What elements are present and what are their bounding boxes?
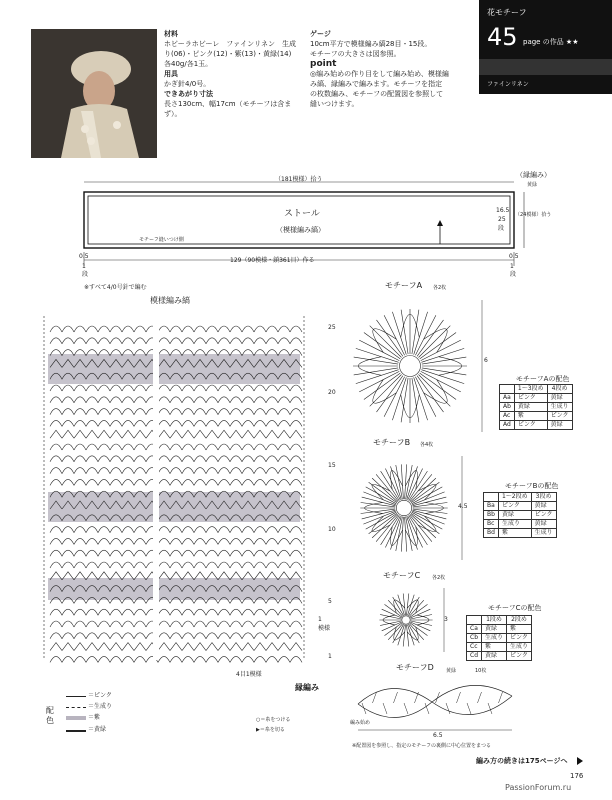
side-rows: （24模様）拾う — [515, 212, 552, 218]
motif-d-color: 黄緑 — [446, 668, 457, 674]
point-line4: 縫いつけます。 — [310, 100, 359, 108]
motif-d-diagram — [352, 676, 520, 736]
legend-title2: 色 — [46, 716, 54, 725]
gauge-line1: 10cm平方で模様編み縞28目・15段。 — [310, 40, 432, 48]
page-header-box — [479, 0, 612, 94]
repeat-unit: 模様 — [318, 625, 331, 632]
motif-a-diagram — [338, 292, 488, 442]
legend-green: ＝黄緑 — [88, 726, 107, 733]
category-label: 花モチーフ — [487, 8, 527, 17]
legend-natural: ＝生成り — [88, 703, 113, 710]
motif-c-title: モチーフC — [383, 571, 421, 580]
page-ref-label: page の作品 ★★ — [523, 38, 579, 46]
row-left: 1 — [82, 263, 86, 270]
row-20: 20 — [328, 389, 336, 396]
pattern-title: 模様編み縞 — [150, 296, 190, 305]
materials-line3: 各40g/各1玉。 — [164, 60, 213, 68]
motif-d-note: ※配置図を参照し、指定のモチーフの裏側に中心位置をまつる — [352, 743, 491, 749]
motif-c-size: 3 — [444, 616, 448, 623]
stole-subtitle: （模様編み縞） — [276, 226, 325, 234]
row-1: 1 — [328, 653, 332, 660]
edge-title: 縁編み — [295, 683, 319, 692]
size-heading: できあがり寸法 — [164, 90, 213, 98]
gauge-block — [310, 29, 449, 109]
materials-heading: 材料 — [164, 30, 178, 38]
legend-title1: 配 — [46, 706, 54, 715]
motif-b-count: 各4枚 — [420, 442, 434, 448]
height-rows: 25 — [498, 216, 506, 223]
tools-heading: 用具 — [164, 70, 178, 78]
header-bar — [479, 59, 612, 75]
needle-note: ※すべて4/0号針で編む — [84, 284, 147, 291]
motif-a-table: 1〜3段め 4段め Aa ピンク 黄緑 Ab 黄緑 生成り Ac 紫 ピンク Ad ピンク 黄緑 — [499, 384, 573, 430]
motif-d-title: モチーフD — [396, 663, 434, 672]
pattern-chart — [36, 310, 336, 670]
stole-title: ストール — [284, 209, 320, 219]
motif-a-count: 各2枚 — [433, 285, 447, 291]
motif-c-table: 1段め 2段め Ca 黄緑 紫 Cb 生成り ピンク Cc 紫 生成り Cd 黄緑 ピンク — [466, 615, 532, 661]
legend-pink-line — [66, 696, 86, 697]
motif-c-diagram — [368, 584, 448, 656]
motif-c-count: 各2枚 — [432, 575, 446, 581]
symbol-cut: ▶＝糸を切る — [256, 727, 285, 733]
gauge-heading: ゲージ — [310, 30, 331, 38]
legend-pink: ＝ピンク — [88, 692, 112, 699]
height-cm: 16.5 — [496, 207, 510, 214]
stitch-repeat: 4目1模様 — [236, 671, 262, 678]
legend-purple: ＝紫 — [88, 714, 101, 721]
motif-c-table-title: モチーフCの配色 — [488, 604, 542, 612]
motif-a-table-title: モチーフAの配色 — [516, 375, 570, 383]
row-10: 10 — [328, 526, 336, 533]
motif-b-title: モチーフB — [373, 438, 411, 447]
corner-left: 0.5 — [79, 253, 89, 260]
materials-line1: ホビーラホビーレ ファインリネン 生成 — [164, 40, 297, 48]
repeat-rows: 1 — [318, 616, 322, 623]
motif-b-size: 4.5 — [458, 503, 468, 510]
motif-b-table: 1〜2段め 3段め Ba ピンク 黄緑 Bb 黄緑 ピンク Bc 生成り 黄緑 Bd 紫 生成り — [483, 492, 557, 538]
row-right: 1 — [510, 263, 514, 270]
motif-b-diagram — [348, 452, 468, 564]
motif-a-title: モチーフA — [385, 281, 423, 290]
page-number: 176 — [570, 772, 584, 780]
gauge-line2: モチーフの大きさは図参照。 — [310, 50, 401, 58]
motif-d-size: 6.5 — [433, 732, 443, 739]
point-line2: み縞、縁編みで編みます。モチーフを指定 — [310, 80, 443, 88]
row-25: 25 — [328, 324, 336, 331]
top-dimension: （181模様）拾う — [275, 176, 323, 183]
symbol-join: ○＝糸をつける — [256, 717, 291, 723]
materials-line2: り(06)・ピンク(12)・紫(13)・黄緑(14) — [164, 50, 292, 58]
tools-text: かぎ針4/0号。 — [164, 80, 211, 88]
point-heading: point — [310, 59, 337, 69]
attach-label: モチーフ縫いつけ側 — [139, 237, 184, 243]
continued-label: 編み方の続きは175ページへ — [476, 757, 568, 765]
row-5: 5 — [328, 598, 332, 605]
motif-b-table-title: モチーフBの配色 — [505, 482, 559, 490]
model-photo — [31, 29, 157, 158]
site-watermark: PassionForum.ru — [505, 783, 572, 792]
row-left-unit: 段 — [82, 271, 89, 278]
corner-right: 0.5 — [509, 253, 519, 260]
row-15: 15 — [328, 462, 336, 469]
legend-natural-line — [66, 707, 86, 708]
model-photo-drawing — [31, 29, 157, 158]
yarn-brand: ファインリネン — [487, 81, 529, 88]
motif-d-count: 10枚 — [475, 668, 487, 674]
row-right-unit: 段 — [510, 271, 517, 278]
materials-block — [164, 29, 296, 119]
motif-d-start: 編み始め — [350, 720, 371, 726]
page-ref-number: 45 — [487, 23, 518, 51]
legend-purple-swatch — [66, 716, 86, 720]
size-line1: 長さ130cm、幅17cm（モチーフは含ま — [164, 100, 292, 108]
continue-arrow-icon — [577, 757, 583, 765]
edge-label: （縁編み） — [516, 171, 551, 179]
point-line3: の枚数編み、モチーフの配置図を参照して — [310, 90, 444, 98]
motif-a-size: 6 — [484, 357, 488, 364]
edge-color: 黄緑 — [527, 182, 538, 188]
bottom-dimension: 129（90模様・鎖361目）作る — [230, 257, 315, 264]
height-rows-unit: 段 — [498, 225, 505, 232]
size-line2: ず）。 — [164, 110, 182, 118]
point-line1: ◎编み始めの作り目をして編み始め、模様編 — [310, 70, 449, 78]
legend-green-line — [66, 730, 86, 732]
